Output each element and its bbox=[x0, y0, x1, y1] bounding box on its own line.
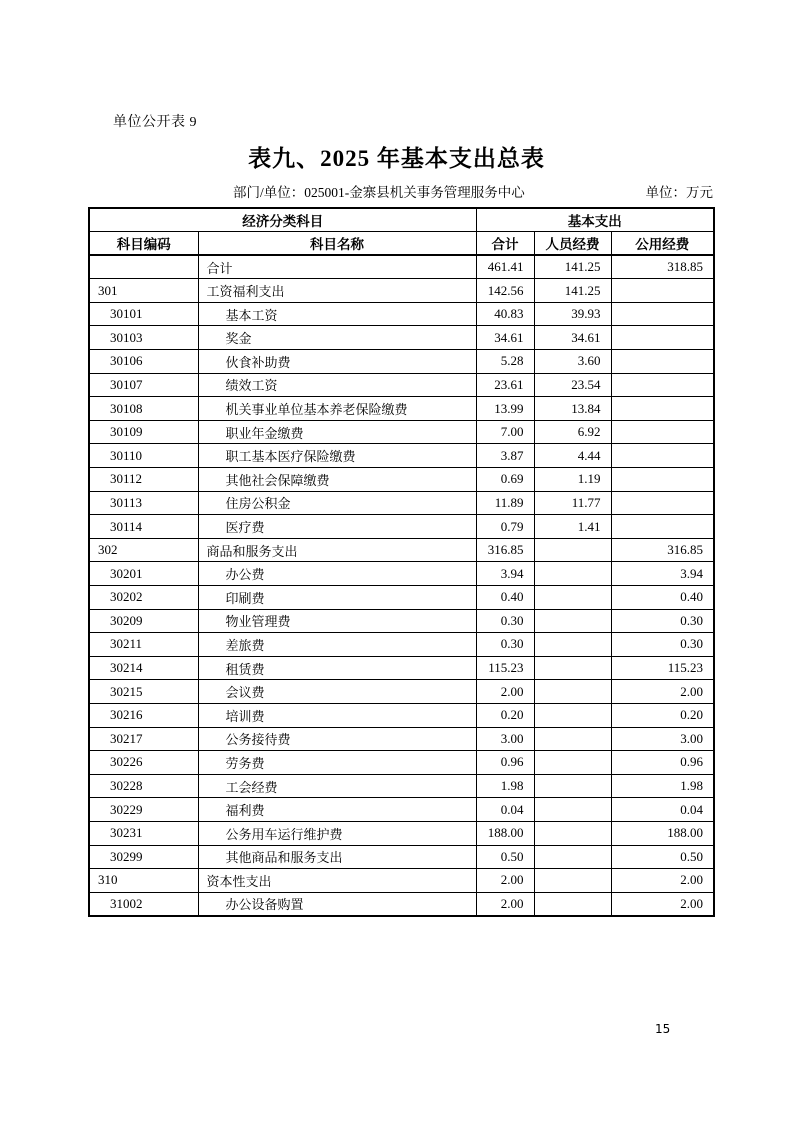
cell-subject-code: 30110 bbox=[89, 444, 198, 468]
basic-expenditure-table bbox=[88, 207, 715, 917]
cell-public-funds bbox=[611, 350, 714, 374]
cell-public-funds bbox=[611, 326, 714, 350]
page-number: 15 bbox=[655, 1022, 671, 1036]
cell-subject-code: 30201 bbox=[89, 562, 198, 586]
cell-subject-name: 公务用车运行维护费 bbox=[198, 821, 476, 845]
cell-subject-name: 合计 bbox=[198, 255, 476, 279]
cell-public-funds: 2.00 bbox=[611, 892, 714, 916]
cell-subject-code bbox=[89, 255, 198, 279]
cell-public-funds: 0.50 bbox=[611, 845, 714, 869]
header-basic-expenditure: 基本支出 bbox=[476, 208, 714, 232]
header-subject-code: 科目编码 bbox=[89, 232, 198, 256]
cell-subject-name: 职工基本医疗保险缴费 bbox=[198, 444, 476, 468]
cell-personnel-funds bbox=[534, 680, 611, 704]
cell-personnel-funds bbox=[534, 869, 611, 893]
cell-total: 0.40 bbox=[476, 586, 534, 610]
cell-subject-code: 30228 bbox=[89, 774, 198, 798]
page-title: 表九、2025 年基本支出总表 bbox=[248, 146, 545, 171]
cell-public-funds: 1.98 bbox=[611, 774, 714, 798]
cell-total: 7.00 bbox=[476, 420, 534, 444]
cell-subject-name: 住房公积金 bbox=[198, 491, 476, 515]
cell-subject-name: 资本性支出 bbox=[198, 869, 476, 893]
cell-total: 34.61 bbox=[476, 326, 534, 350]
cell-public-funds bbox=[611, 373, 714, 397]
cell-subject-code: 30112 bbox=[89, 468, 198, 492]
cell-total: 3.87 bbox=[476, 444, 534, 468]
cell-personnel-funds: 4.44 bbox=[534, 444, 611, 468]
table-row bbox=[89, 821, 714, 845]
cell-subject-code: 30211 bbox=[89, 633, 198, 657]
header-economic-classification: 经济分类科目 bbox=[89, 208, 476, 232]
cell-subject-code: 30209 bbox=[89, 609, 198, 633]
cell-public-funds bbox=[611, 397, 714, 421]
cell-subject-code: 30299 bbox=[89, 845, 198, 869]
cell-subject-name: 其他社会保障缴费 bbox=[198, 468, 476, 492]
cell-subject-code: 30217 bbox=[89, 727, 198, 751]
cell-personnel-funds: 23.54 bbox=[534, 373, 611, 397]
cell-subject-code: 30229 bbox=[89, 798, 198, 822]
cell-subject-name: 租赁费 bbox=[198, 656, 476, 680]
cell-total: 188.00 bbox=[476, 821, 534, 845]
cell-subject-name: 基本工资 bbox=[198, 302, 476, 326]
cell-subject-name: 工资福利支出 bbox=[198, 279, 476, 303]
cell-public-funds: 3.00 bbox=[611, 727, 714, 751]
cell-personnel-funds bbox=[534, 538, 611, 562]
cell-public-funds: 2.00 bbox=[611, 869, 714, 893]
cell-subject-code: 30109 bbox=[89, 420, 198, 444]
table-row bbox=[89, 397, 714, 421]
table-row bbox=[89, 562, 714, 586]
cell-personnel-funds: 6.92 bbox=[534, 420, 611, 444]
cell-subject-code: 30114 bbox=[89, 515, 198, 539]
cell-subject-code: 30215 bbox=[89, 680, 198, 704]
cell-public-funds bbox=[611, 468, 714, 492]
cell-personnel-funds bbox=[534, 562, 611, 586]
table-row bbox=[89, 633, 714, 657]
cell-subject-name: 培训费 bbox=[198, 703, 476, 727]
cell-subject-name: 其他商品和服务支出 bbox=[198, 845, 476, 869]
table-row bbox=[89, 491, 714, 515]
cell-personnel-funds bbox=[534, 751, 611, 775]
cell-total: 0.79 bbox=[476, 515, 534, 539]
cell-subject-code: 302 bbox=[89, 538, 198, 562]
cell-subject-name: 机关事业单位基本养老保险缴费 bbox=[198, 397, 476, 421]
cell-public-funds bbox=[611, 444, 714, 468]
cell-total: 0.20 bbox=[476, 703, 534, 727]
cell-subject-name: 物业管理费 bbox=[198, 609, 476, 633]
cell-public-funds: 188.00 bbox=[611, 821, 714, 845]
cell-total: 3.00 bbox=[476, 727, 534, 751]
table-row bbox=[89, 468, 714, 492]
cell-personnel-funds: 13.84 bbox=[534, 397, 611, 421]
header-public-funds: 公用经费 bbox=[611, 232, 714, 256]
cell-total: 13.99 bbox=[476, 397, 534, 421]
header-total: 合计 bbox=[476, 232, 534, 256]
cell-total: 0.50 bbox=[476, 845, 534, 869]
table-row bbox=[89, 302, 714, 326]
cell-personnel-funds bbox=[534, 703, 611, 727]
cell-total: 0.30 bbox=[476, 609, 534, 633]
cell-public-funds bbox=[611, 279, 714, 303]
cell-total: 316.85 bbox=[476, 538, 534, 562]
cell-subject-name: 差旅费 bbox=[198, 633, 476, 657]
unit-label: 单位：万元 bbox=[645, 185, 713, 200]
cell-public-funds bbox=[611, 302, 714, 326]
cell-personnel-funds bbox=[534, 821, 611, 845]
cell-total: 142.56 bbox=[476, 279, 534, 303]
cell-subject-code: 30103 bbox=[89, 326, 198, 350]
cell-personnel-funds: 1.19 bbox=[534, 468, 611, 492]
table-row bbox=[89, 609, 714, 633]
header-personnel-funds: 人员经费 bbox=[534, 232, 611, 256]
cell-personnel-funds: 11.77 bbox=[534, 491, 611, 515]
cell-subject-name: 印刷费 bbox=[198, 586, 476, 610]
header-subject-name: 科目名称 bbox=[198, 232, 476, 256]
cell-personnel-funds bbox=[534, 727, 611, 751]
cell-subject-code: 30106 bbox=[89, 350, 198, 374]
table-row bbox=[89, 326, 714, 350]
cell-subject-code: 310 bbox=[89, 869, 198, 893]
cell-public-funds: 0.04 bbox=[611, 798, 714, 822]
cell-subject-name: 医疗费 bbox=[198, 515, 476, 539]
cell-subject-name: 绩效工资 bbox=[198, 373, 476, 397]
cell-public-funds bbox=[611, 491, 714, 515]
cell-personnel-funds bbox=[534, 798, 611, 822]
cell-total: 115.23 bbox=[476, 656, 534, 680]
cell-subject-code: 31002 bbox=[89, 892, 198, 916]
cell-total: 5.28 bbox=[476, 350, 534, 374]
table-row bbox=[89, 680, 714, 704]
cell-subject-name: 商品和服务支出 bbox=[198, 538, 476, 562]
cell-personnel-funds: 39.93 bbox=[534, 302, 611, 326]
cell-total: 0.96 bbox=[476, 751, 534, 775]
cell-subject-name: 工会经费 bbox=[198, 774, 476, 798]
table-row bbox=[89, 869, 714, 893]
cell-total: 23.61 bbox=[476, 373, 534, 397]
cell-total: 3.94 bbox=[476, 562, 534, 586]
department-label: 部门/单位：025001-金寨县机关事务管理服务中心 bbox=[233, 185, 525, 200]
cell-public-funds: 0.40 bbox=[611, 586, 714, 610]
cell-subject-name: 劳务费 bbox=[198, 751, 476, 775]
cell-total: 40.83 bbox=[476, 302, 534, 326]
cell-subject-name: 奖金 bbox=[198, 326, 476, 350]
cell-total: 2.00 bbox=[476, 680, 534, 704]
cell-public-funds: 0.20 bbox=[611, 703, 714, 727]
cell-subject-name: 职业年金缴费 bbox=[198, 420, 476, 444]
cell-subject-code: 30216 bbox=[89, 703, 198, 727]
cell-total: 0.69 bbox=[476, 468, 534, 492]
cell-personnel-funds: 141.25 bbox=[534, 279, 611, 303]
cell-personnel-funds bbox=[534, 633, 611, 657]
cell-subject-name: 办公费 bbox=[198, 562, 476, 586]
cell-total: 2.00 bbox=[476, 892, 534, 916]
cell-total: 0.30 bbox=[476, 633, 534, 657]
cell-subject-code: 30108 bbox=[89, 397, 198, 421]
cell-total: 11.89 bbox=[476, 491, 534, 515]
cell-personnel-funds: 34.61 bbox=[534, 326, 611, 350]
table-body bbox=[89, 255, 714, 916]
header-group-row bbox=[89, 208, 714, 232]
table-row bbox=[89, 774, 714, 798]
cell-public-funds: 0.30 bbox=[611, 609, 714, 633]
table-row bbox=[89, 751, 714, 775]
subtitle-row bbox=[88, 181, 713, 201]
cell-public-funds bbox=[611, 420, 714, 444]
cell-personnel-funds: 141.25 bbox=[534, 255, 611, 279]
cell-subject-code: 30101 bbox=[89, 302, 198, 326]
cell-public-funds: 318.85 bbox=[611, 255, 714, 279]
cell-total: 2.00 bbox=[476, 869, 534, 893]
cell-personnel-funds: 1.41 bbox=[534, 515, 611, 539]
cell-subject-name: 会议费 bbox=[198, 680, 476, 704]
table-row bbox=[89, 420, 714, 444]
table-row bbox=[89, 892, 714, 916]
table-row bbox=[89, 515, 714, 539]
cell-personnel-funds bbox=[534, 586, 611, 610]
table-row bbox=[89, 703, 714, 727]
table-row bbox=[89, 350, 714, 374]
cell-public-funds: 2.00 bbox=[611, 680, 714, 704]
table-row bbox=[89, 727, 714, 751]
table-row bbox=[89, 586, 714, 610]
cell-public-funds bbox=[611, 515, 714, 539]
doc-label: 单位公开表 9 bbox=[113, 115, 197, 130]
cell-subject-name: 伙食补助费 bbox=[198, 350, 476, 374]
cell-subject-name: 公务接待费 bbox=[198, 727, 476, 751]
cell-personnel-funds: 3.60 bbox=[534, 350, 611, 374]
table-row bbox=[89, 798, 714, 822]
cell-total: 1.98 bbox=[476, 774, 534, 798]
cell-personnel-funds bbox=[534, 892, 611, 916]
cell-public-funds: 316.85 bbox=[611, 538, 714, 562]
cell-subject-code: 30107 bbox=[89, 373, 198, 397]
cell-public-funds: 3.94 bbox=[611, 562, 714, 586]
cell-personnel-funds bbox=[534, 774, 611, 798]
cell-subject-code: 30202 bbox=[89, 586, 198, 610]
table-row bbox=[89, 255, 714, 279]
cell-total: 461.41 bbox=[476, 255, 534, 279]
cell-public-funds: 0.96 bbox=[611, 751, 714, 775]
table-row bbox=[89, 373, 714, 397]
cell-personnel-funds bbox=[534, 609, 611, 633]
cell-subject-code: 30113 bbox=[89, 491, 198, 515]
table-row bbox=[89, 279, 714, 303]
cell-personnel-funds bbox=[534, 845, 611, 869]
cell-subject-code: 30231 bbox=[89, 821, 198, 845]
table-row bbox=[89, 538, 714, 562]
cell-subject-name: 办公设备购置 bbox=[198, 892, 476, 916]
cell-subject-code: 30214 bbox=[89, 656, 198, 680]
cell-subject-code: 30226 bbox=[89, 751, 198, 775]
cell-personnel-funds bbox=[534, 656, 611, 680]
table-header bbox=[89, 208, 714, 255]
cell-total: 0.04 bbox=[476, 798, 534, 822]
cell-subject-name: 福利费 bbox=[198, 798, 476, 822]
cell-subject-code: 301 bbox=[89, 279, 198, 303]
cell-public-funds: 0.30 bbox=[611, 633, 714, 657]
header-columns-row bbox=[89, 232, 714, 256]
table-row bbox=[89, 444, 714, 468]
table-row bbox=[89, 656, 714, 680]
cell-public-funds: 115.23 bbox=[611, 656, 714, 680]
table-row bbox=[89, 845, 714, 869]
